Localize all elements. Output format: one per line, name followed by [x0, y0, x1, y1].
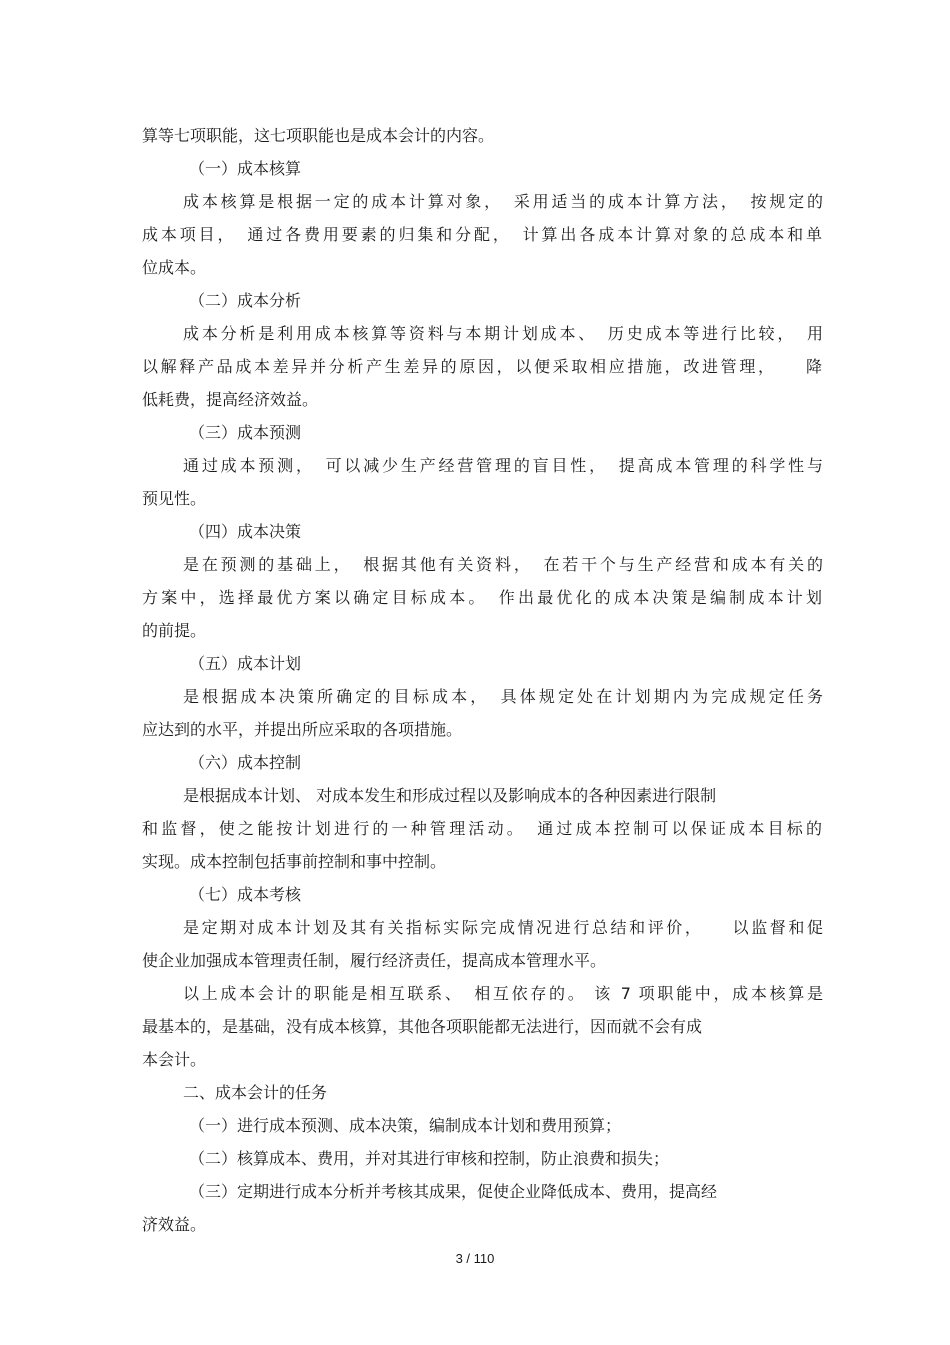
text-line: 使企业加强成本管理责任制，履行经济责任，提高成本管理水平。 [142, 951, 607, 970]
text-line: 位成本。 [142, 258, 207, 277]
text-line: 成本分析是利用成本核算等资料与本期计划成本、 历史成本等进行比较， 用 [183, 324, 823, 343]
text-line: 最基本的，是基础，没有成本核算，其他各项职能都无法进行，因而就不会有成 [142, 1017, 703, 1036]
text-line: 成本核算是根据一定的成本计算对象， 采用适当的成本计算方法， 按规定的 [183, 192, 823, 211]
text-line: 应达到的水平，并提出所应采取的各项措施。 [142, 720, 463, 739]
text-line: 算等七项职能，这七项职能也是成本会计的内容。 [142, 126, 495, 145]
text-line: 是根据成本决策所确定的目标成本， 具体规定处在计划期内为完成规定任务 [183, 687, 823, 706]
section-heading: （四）成本决策 [189, 522, 302, 541]
text-line: 方案中，选择最优方案以确定目标成本。 作出最优化的成本决策是编制成本计划 [142, 588, 822, 607]
section-heading: （一）成本核算 [189, 159, 302, 178]
section-heading: （七）成本考核 [189, 885, 302, 904]
list-item: （三）定期进行成本分析并考核其成果，促使企业降低成本、费用，提高经 [189, 1182, 718, 1201]
text-line: 实现。成本控制包括事前控制和事中控制。 [142, 852, 447, 871]
text-line: 本会计。 [142, 1050, 207, 1069]
text-line: 通过成本预测， 可以减少生产经营管理的盲目性， 提高成本管理的科学性与 [183, 456, 823, 475]
section-heading: （六）成本控制 [189, 753, 302, 772]
text-line: 成本项目， 通过各费用要素的归集和分配， 计算出各成本计算对象的总成本和单 [142, 225, 822, 244]
text-line: 的前提。 [142, 621, 207, 640]
list-item: （一）进行成本预测、成本决策，编制成本计划和费用预算； [189, 1116, 622, 1135]
text-line: 济效益。 [142, 1215, 207, 1234]
text-line: 是定期对成本计划及其有关指标实际完成情况进行总结和评价， 以监督和促 [183, 918, 823, 937]
text-line: 以解释产品成本差异并分析产生差异的原因，以便采取相应措施，改进管理， 降 [142, 357, 822, 376]
page-number: 3 / 110 [455, 1251, 495, 1266]
list-item: （二）核算成本、费用，并对其进行审核和控制，防止浪费和损失； [189, 1149, 670, 1168]
text-line: 预见性。 [142, 489, 207, 508]
text-line: 以上成本会计的职能是相互联系、 相互依存的。 该 7 项职能中，成本核算是 [183, 984, 823, 1003]
section-heading: （五）成本计划 [189, 654, 302, 673]
text-line: 是在预测的基础上， 根据其他有关资料， 在若干个与生产经营和成本有关的 [183, 555, 823, 574]
section-heading: （三）成本预测 [189, 423, 302, 442]
text-line: 和监督，使之能按计划进行的一种管理活动。 通过成本控制可以保证成本目标的 [142, 819, 822, 838]
text-line: 是根据成本计划、 对成本发生和形成过程以及影响成本的各种因素进行限制 [183, 786, 717, 805]
section-heading: 二、成本会计的任务 [183, 1083, 328, 1102]
section-heading: （二）成本分析 [189, 291, 302, 310]
text-line: 低耗费，提高经济效益。 [142, 390, 319, 409]
